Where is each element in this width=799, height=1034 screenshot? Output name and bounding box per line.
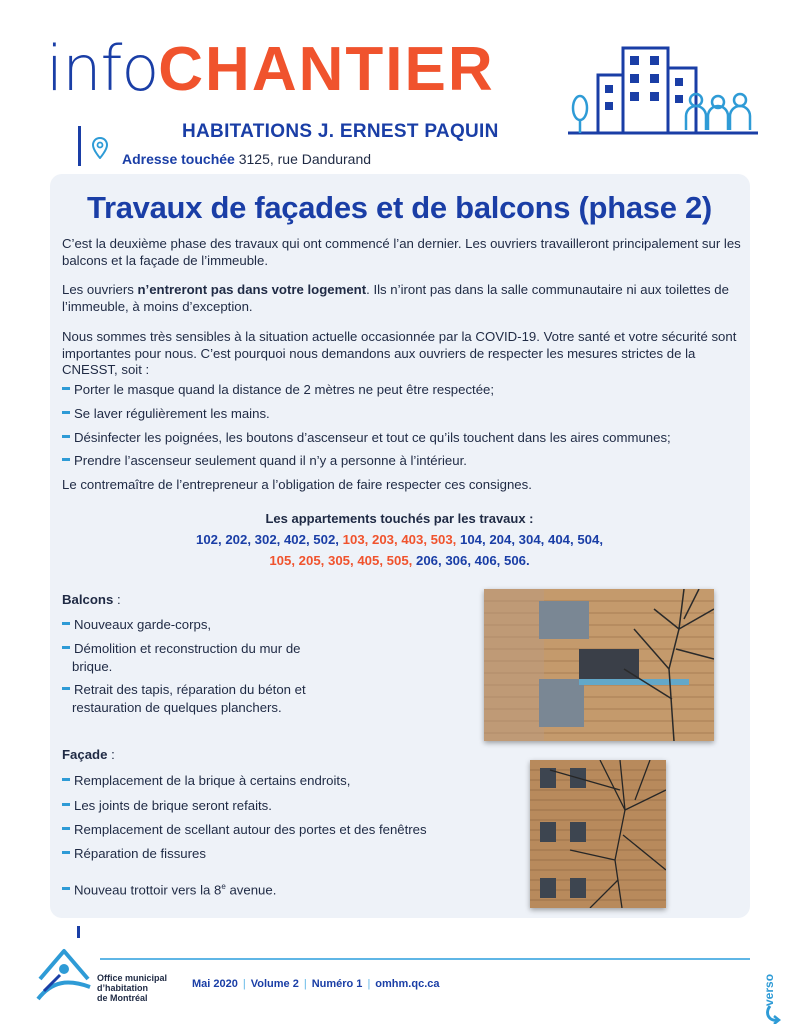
issue-number: Numéro 1 xyxy=(311,978,363,990)
facade-heading: Façade : xyxy=(62,747,115,762)
brand-info: info xyxy=(46,32,159,105)
covid-paragraph: Nous sommes très sensibles à la situation actuelle occasionnée par la COVID-19. Votre santé et votre sécurité sont importantes pour nous. C’est pourquoi nous demandons aux ouvriers de respecter les mesures strictes de la CNESST, soit : xyxy=(62,329,737,377)
balcons-item: Nouveaux garde-corps, xyxy=(62,616,352,634)
organization-name: Office municipal d’habitation de Montréal xyxy=(97,973,168,1003)
verso-label[interactable]: verso xyxy=(762,973,776,1006)
omhm-logo-icon xyxy=(34,943,94,1005)
workers-paragraph xyxy=(62,282,742,315)
balcons-heading: Balcons : xyxy=(62,592,121,607)
apartments-line-2: 105, 205, 305, 405, 505, 206, 306, 406, 506. xyxy=(269,553,530,568)
covid-measure: Désinfecter les poignées, les boutons d’ascenseur et tout ce qu’ils touchent dans les aires communes; xyxy=(62,429,671,446)
workers-emphasis: n’entreront pas dans votre logement xyxy=(137,282,367,297)
workers-suffix: . Ils n’iront pas dans la salle communautaire ni aux toilettes de l’immeuble, à moins d’exception. xyxy=(62,282,729,314)
issue-date: Mai 2020 xyxy=(192,978,238,990)
intro-paragraph: C’est la deuxième phase des travaux qui ont commencé l’an dernier. Les ouvriers travailleront principalement sur les balcons et la façade de l’immeuble. xyxy=(62,236,741,268)
facade-item: Réparation de fissures xyxy=(62,845,482,863)
balcony-photo xyxy=(484,589,714,741)
facade-photo xyxy=(530,760,666,908)
footer-accent-tick xyxy=(77,926,80,938)
covid-measure: Prendre l’ascenseur seulement quand il n’y a personne à l’intérieur. xyxy=(62,452,467,469)
workers-prefix: Les ouvriers xyxy=(62,282,138,297)
apartments-heading: Les appartements touchés par les travaux : xyxy=(265,511,534,526)
covid-measure: Se laver régulièrement les mains. xyxy=(62,405,270,422)
location-pin-icon xyxy=(92,137,108,159)
apartments-line-1: 102, 202, 302, 402, 502, 103, 203, 403, 503, 104, 204, 304, 404, 504, xyxy=(195,532,603,547)
address-line xyxy=(122,151,371,167)
issue-meta: Mai 2020 | Volume 2 | Numéro 1 | omhm.qc.ca xyxy=(192,978,440,990)
page-title: Travaux de façades et de balcons (phase 2) xyxy=(87,190,712,225)
address-label: Adresse touchée xyxy=(122,151,235,167)
foreman-note: Le contremaître de l’entrepreneur a l’obligation de faire respecter ces consignes. xyxy=(62,477,532,492)
footer-divider xyxy=(100,958,750,960)
facade-item: Nouveau trottoir vers la 8e avenue. xyxy=(62,878,482,899)
balcons-item: Retrait des tapis, réparation du béton et restauration de quelques planchers. xyxy=(62,681,352,716)
address-value: 3125, rue Dandurand xyxy=(238,151,372,167)
covid-measure: Porter le masque quand la distance de 2 mètres ne peut être respectée; xyxy=(62,381,494,398)
issue-volume: Volume 2 xyxy=(250,978,299,990)
facade-item: Les joints de brique seront refaits. xyxy=(62,797,482,815)
balcons-item: Démolition et reconstruction du mur de brique. xyxy=(62,640,352,675)
city-buildings-icon xyxy=(568,40,758,140)
brand-chantier: CHANTIER xyxy=(158,35,495,104)
project-name: HABITATIONS J. ERNEST PAQUIN xyxy=(182,121,499,142)
brand-title xyxy=(46,32,495,105)
facade-item: Remplacement de scellant autour des portes et des fenêtres xyxy=(62,821,482,839)
website-link[interactable]: omhm.qc.ca xyxy=(375,978,440,990)
address-accent-bar xyxy=(78,126,81,166)
facade-item: Remplacement de la brique à certains endroits, xyxy=(62,772,482,790)
